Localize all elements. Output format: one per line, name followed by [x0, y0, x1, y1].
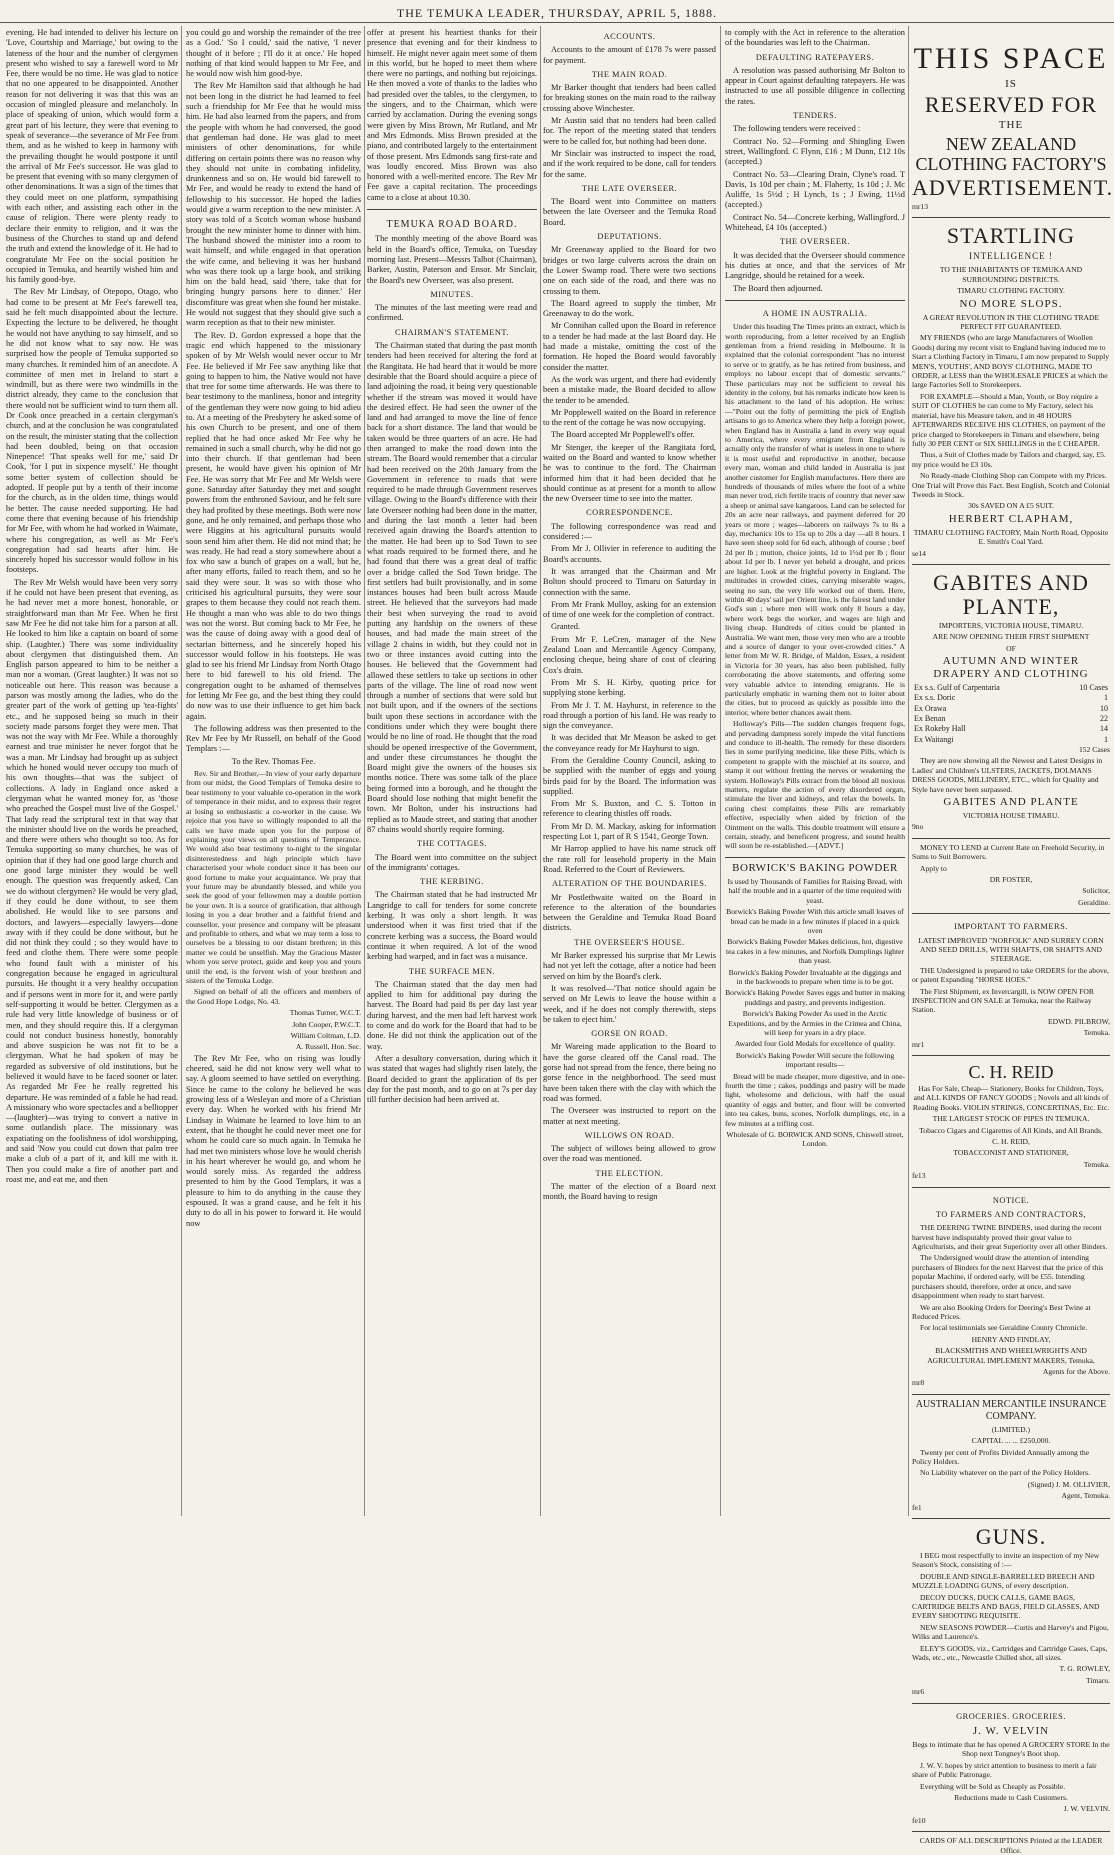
paragraph: Mr Wareing made application to the Board to have the gorse cleared off the Canal road. The gorse had not spread from the fence, there being no gorse fence in the neighborhood. The seed must have been taken there with the clay with which the road was formed.: [543, 1042, 716, 1103]
column-divider: [181, 26, 182, 1516]
advert-title: RESERVED FOR: [924, 92, 1098, 117]
advert-groceries: [912, 1703, 1110, 1826]
advert-line: DR FOSTER,: [989, 875, 1033, 885]
advert-borwick: [725, 857, 905, 1149]
advert-line: Borwick's Baking Powder Makes delicious, hot, digestive tea cakes in a few minutes, and Norfolk Dumplings lighter than yeast.: [726, 937, 904, 966]
advert-line: Begs to intimate that he has opened A GROCERY STORE In the Shop next Tongney's Boot shop.: [912, 1740, 1110, 1759]
advert-line: DECOY DUCKS, DUCK CALLS, GAME BAGS, CARTRIDGE BELTS AND BAGS, FIELD GLASSES, AND EVERY SHOOTING REQUISITE.: [912, 1592, 1100, 1621]
advert-line: VICTORIA HOUSE TIMARU.: [962, 811, 1060, 820]
paragraph: From Mr J. T. M. Hayhurst, in reference to the road through a portion of his land. He was ready to sign the conveyance.: [543, 700, 716, 731]
paragraph: From Mr F. LeCren, manager of the New Zealand Loan and Mercantile Agency Company, enclosing cheque, being share of cost of clearing Cox's drain.: [543, 634, 716, 675]
paragraph: A resolution was passed authorising Mr Bolton to appear in Court against defaulting ratepayers. He was instructed to use all possible diligence in collecting the rates.: [725, 65, 905, 106]
advert-code: mr6: [912, 1687, 925, 1697]
advert-line: Geraldine.: [1078, 897, 1110, 907]
paragraph: Mr Postlethwaite waited on the Board in reference to the alteration of the boundaries between the Geraldine and Temuka Road Board districts.: [543, 892, 716, 933]
advert-line: AUTUMN AND WINTER DRAPERY AND CLOTHING: [933, 655, 1089, 681]
paragraph: The following tenders were received :: [733, 124, 861, 134]
subheading: CORRESPONDENCE.: [586, 508, 673, 518]
advert-line: Awarded four Gold Medals for excellence of quality.: [734, 1039, 896, 1049]
advert-line: Borwick's Baking Powder As used in the Arctic Expeditions, and by the Armies in the Crimea and China, will keep for years in a dry place.: [728, 1009, 902, 1037]
shipment-qty: 10: [1100, 703, 1108, 713]
paragraph: The Rev Mr Lindsay, of Otepopo, Otago, who had come to be present at Mr Fee's farewell tea, said he felt much disappointed about the lecture. Expecting the lecture to be delivered, he thought he would not have anything to say himself, and so he did not know what to say now. He was surprised how the people of Temuka supported so many churches. It reminded him of an anecdote. A committee of men met in Ireland to start a windmill, but as there were two windmills in the district already, they came to the conclusion that there would not be sufficient wind to turn them all. Dr Cook once preached in a certain clergyman's church, and at the conclusion he was congratulated on the result, the minister stating that the collection had been doubled, being on that occasion Ninepence! 'That speaks well for me,' said Dr Cook, 'for I put in sixpence myself.' He thought some better system of collection should be adopted. If people put by a tenth of their income for the church, as in the olden time, things would be better. The cause needed supporting. He had come there that evening because of his friendship for Mr Fee, with whom he had worked in Waimate, where his congregation, as well as Mr Fee's congregation had sad hearts after him. He sincerely hoped his successor would follow in his footsteps.: [6, 287, 178, 575]
advert-line: Borwick's Baking Powder With this article small loaves of bread can be made in a few minutes if placed in a quick oven: [726, 907, 904, 935]
paragraph: Accounts to the amount of £178 7s were passed for payment.: [543, 45, 716, 65]
shipment-qty: 22: [1100, 714, 1108, 724]
masthead-title: THE TEMUKA LEADER, THURSDAY, APRIL 5, 1888.: [396, 6, 718, 20]
column-divider: [720, 26, 721, 1516]
section-heading: TEMUKA ROAD BOARD.: [386, 219, 518, 231]
advert-line: TIMARU CLOTHING FACTORY, Main North Road, Opposite E. Smith's Coal Yard.: [913, 527, 1109, 547]
advert-title: IMPORTANT TO FARMERS.: [954, 922, 1068, 932]
paragraph: The following correspondence was read and considered :—: [543, 521, 716, 542]
advert-line: TIMARU CLOTHING FACTORY.: [957, 286, 1065, 296]
advert-line: ARE NOW OPENING THEIR FIRST SHIPMENT: [932, 632, 1090, 642]
subheading: ACCOUNTS.: [603, 32, 656, 41]
paragraph: As the work was urgent, and there had evidently been a mistake made, the Board decided to allow the tender to be amended.: [543, 374, 716, 405]
advert-line: Timaru.: [1086, 1675, 1110, 1685]
address-text: Rev. Sir and Brother,—In view of your early departure from our midst, the Good Templars of Temuka desire to bear testimony to your valuable co-operation in the work of temperance in their midst, and to express their regret at losing so enthusiastic a co-worker in the cause. We rejoice that you have so willingly responded to all the calls we have made upon you for the purpose of explaining your views on all questions of Temperance. We would also bear testimony to-night to the singular disinterestedness and high principle which have characterised your whole conduct since it has been our good fortune to make your acquaintance. We pray that your future may be abundantly blessed, and while you seek the good of your fellowmen may a double portion be your own. It is a source of gratification, that although losing in you a dear brother and a faithful friend and counsellor, your presence and company will be pleasant and profitable to others, and what we may term a loss to ourselves be a blessing to our distant brethren; in this matter we could be unselfish. May the Gracious Master whom you serve protect, guide and keep you and yours until the end, is the fervent wish of your brethren and sisters of the Temuka Lodge.: [186, 769, 361, 986]
subheading: THE COTTAGES.: [416, 839, 488, 849]
advert-line: Borwick's Baking Powder Saves eggs and butter in making puddings and pastry, and prevents indigestion.: [725, 988, 905, 1007]
paragraph: Contract No. 53—Clearing Drain, Clyne's road. T Davis, 1s 10d per chain ; M. Flaherty, 1s 10d ; J. Mc Auliffe, 1s 5½d ; H Lynch, 1s ; J Ewing, 11½d (accepted.): [725, 169, 905, 210]
advert-money-to-lend: [912, 838, 1110, 907]
paragraph: The matter of the election of a Board next month, the Board having to resign: [543, 1181, 716, 1202]
paragraph: Mr Harrop applied to have his name struck off the rate roll for leasehold property in the Main Road. Referred to the Court of Reviewers.: [543, 844, 716, 874]
advert-line: BLACKSMITHS AND WHEELWRIGHTS AND AGRICULTURAL IMPLEMENT MAKERS, Temuka,: [927, 1346, 1095, 1365]
advert-title: GROCERIES. GROCERIES.: [956, 1711, 1066, 1721]
subheading: ALTERATION OF THE BOUNDARIES.: [551, 879, 707, 889]
paragraph: Contract No. 54—Concrete kerbing, Wallingford. J Whitehead, £4 10s (accepted.): [725, 212, 905, 233]
shipment-qty: 14: [1100, 724, 1108, 734]
advert-line: J. W. VELVIN: [972, 1725, 1050, 1737]
advert-title: ADVERTISEMENT.: [912, 175, 1114, 200]
advert-line: Borwick's Baking Powder Will secure the following important results—: [735, 1050, 895, 1070]
advert-line: A GREAT REVOLUTION IN THE CLOTHING TRADE PERFECT FIT GUARANTEED.: [922, 312, 1100, 332]
column-divider: [908, 26, 909, 1516]
advert-line: Thus, a Suit of Clothes made by Tailors and charged, say, £5. my price would be £3 10s.: [912, 450, 1106, 469]
shipment-name: Ex s.s. Doric: [914, 693, 956, 703]
shipment-row: [912, 714, 1110, 724]
paragraph: Mr Popplewell waited on the Board in reference to the rent of the cottage he was now occupying.: [543, 407, 716, 428]
advert-line: The First Shipment, ex Invercargill, is NOW OPEN FOR INSPECTION and ON SALE at Temuka, near the Railway Station.: [912, 986, 1094, 1015]
paragraph: The Board agreed to supply the timber, Mr Greenaway to do the work.: [543, 298, 716, 319]
advert-line: HENRY AND FINDLAY,: [971, 1334, 1051, 1344]
paragraph: It was resolved—'That notice should again be served on Mr Lewis to leave the house within a week, and if he does not comply therewith, steps be taken to eject him.': [543, 983, 716, 1024]
section-heading: A HOME IN AUSTRALIA.: [762, 308, 868, 318]
subheading: THE MAIN ROAD.: [591, 69, 668, 79]
advert-guns: [912, 1518, 1110, 1697]
advert-line: No Liability whatever on the part of the Policy Holders.: [920, 1468, 1090, 1478]
paragraph: Mr Barker thought that tenders had been called for breaking stones on the main road to the railway crossing above Winchester.: [543, 83, 716, 113]
subheading: WILLOWS ON ROAD.: [584, 1130, 675, 1140]
paragraph: The Rev. D. Gordon expressed a hope that the tragic end which happened to the missionary spoken of by Mr Welsh would never occur to Mr Fee. He believed if Mr Fee saw anything like that going to happen to him, the Native would not have that tree for some time afterwards. He was there to bear testimony to the manliness, honor and integrity of the gentleman they were now going to bid adieu to. At a meeting of the Presbytery he asked some of his own Church to be present, and one of them replied that he had once asked Mr Fee why he remained in such a small church, why he did not go into their church. If that gentleman had been present, he would have given his opinion of Mr Fee. He was sorry that Mr Fee and Mr Welsh were gone. Saturday after Saturday they met and sought powers from the enthroned Saviour, and he felt sure they had profited by these meetings. Both were now gone, and he only remained, and perhaps those who were Higgins at his agricultural pursuits would soon send him after them. He did not mind that; he was ready. He had read a story somewhere about a fox who saw a bunch of grapes on a wall, but he, after many efforts, failed to reach them, and so he said they were sour. It was so with those who criticised his agricultural pursuits, they were sour grapes to them because they could not reach them. He thought a man who was able to do two things was not the worst. But coming back to Mr Fee, he was the cause of doing away with a good deal of sectarian bitterness, and he sincerely hoped his successor would follow in his footsteps. He was glad to see his friend Mr Lindsay from North Otago here to bid farewell to his old friend. The congregation ought to be ashamed of themselves for letting Mr Fee go, and the best thing they could do now was to use their influence to get him back again.: [186, 330, 361, 721]
column-4: [543, 28, 716, 1516]
advert-code: se14: [912, 548, 926, 558]
signature: William Coltman, L.D.: [290, 1031, 361, 1041]
advert-line: INTELLIGENCE !: [969, 251, 1053, 262]
advert-line: J. W. VELVIN.: [1063, 1804, 1110, 1814]
paragraph: From Mr D. M. Mackay, asking for information respecting Lot 1, part of R S 1541, George Town.: [543, 821, 716, 842]
paragraph: The monthly meeting of the above Board was held in the Board's office, Temuka, on Tuesday morning last. Present—Messrs Talbot (Chairman), Barker, Austin, Paterson and Ensor. Mr Sinclair, the Board's new Overseer, was also present.: [367, 234, 537, 285]
column-divider: [364, 26, 365, 1516]
paragraph: evening. He had intended to deliver his lecture on 'Love, Courtship and Marriage,' but owing to the lateness of the hour and the number of clergymen present who wished to say a farewell word to Mr Fee, there would be no time. He was glad to notice that no one appeared to be disappointed. Another reason for not delivering it was that this was an occasion of mingled pleasure and melancholy. In place of speaking of union, which would form a great part of his lecture, they were that evening to speak of severance—the severance of Mr Fee from them, and as he wished to keep in harmony with the prevailing thought he would postpone it until the arrival of Mr Fee's successor. He was glad to be present that evening with so many clergymen of other denominations. It was a sign of the times that they could meet on one platform, sympathising with each other, and assisting each other in the cause of religion. There were plenty ready to declare their enmity to religion, and it was the business of the Churches to stand up and defend the truth and extend the knowledge of it. He had to congratulate Mr Fee on the social position he occupied in Temuka, and heartily wished him and his family good-bye.: [6, 28, 178, 285]
paragraph: Under this heading The Times prints an extract, which is worth reproducing, from a letter received by an English gentleman from a friend residing in Melbourne. It is explained that the colonial correspondent "has no interest to serve or to gratify, as he has retired from business, and employs no labour except that of domestic servants." These particulars may not be sufficient to reveal his identity in the colony, but his remarks indicate how keen is his attachment to the land of his adoption. He writes:—"Point out the folly of permitting the pick of English artisans to go to America where they help a foreign power, when England has in Australia a land in every way equal to America, where every emigrant from England is actually only the transfer of what is useless in one to where it is most useful and reproductive in another, because every man, woman and child landed in Australia is just another customer for English manufactures. Here there are hundreds of thousands of miles where the foot of a white man never trod, rich fertile tracts of country that never saw a sheep or animal save kangaroos. Land can be selected for 20s an acre near railways, and payment deferred for 20 years or more ; wages—laborers on railways 7s to 8s a day, mechanics 10s to 15s up to 20s a day —all 8 hours. I have seen sheep sold for 6d each, although of course ; beef 2d per lb ; mutton, choice joints, 1d to 1½d per lb ; flour about 1d per lb. I never yet beheld a drought, and prices are higher. Look at the frightful poverty in England. The multitudes in crowded cities, carrying miserable wages, seeing no sun, the very life worked out of them. Here, within 40 days' sail per Orient line, is the fairest land under God's sun ; where men will work only 8 hours a day, where work begs the worker, and wages are high and living cheap. Hundreds of cities could be planted in Australia. We want men, those very men who are a trouble and a source of danger to your over-crowded cities." A letter from Mr W. R. Bridge, of Maldon, Essex, a resident in Victoria for 30 years, has also been published, fully corroborating the above statements, and offering some very valuable advice to intending emigrants. He is particularly emphatic in warning them not to loiter about the cities, but to proceed as quickly as possible into the interior, where better chances await them.: [725, 322, 905, 717]
advert-line: The Undersigned would draw the attention of intending purchasers of Binders for the next Harvest that the price of this popular Machine, if ordered early, will be £55. Intending purchasers should, therefore, order at once, and save disappointment when ready to start harvest.: [912, 1253, 1104, 1301]
advert-holloway: Holloway's Pills—The sudden changes frequent fogs, and pervading dampness sorely impede the vital functions and conduce to ill-health. The remedy for these disorders lies in some purifying medicine, like these Pills, which is competent to grapple with the mischief at its source, and stamp it out without fretting the nerves or weakening the system. Holloway's Pills extract from the blood all noxious matters, regulate the action of every disordered organ, stimulate the liver and kidneys, and relax the bowels. In curing chest complaints these Pills are remarkably effective, especially when aided by friction of the Ointment on the walls. This double treatment will ensure a certain, steady, and beneficent progress, and sound health will soon be re-established.—[ADVT.]: [725, 719, 905, 851]
paragraph: Mr Sinclair was instructed to inspect the road, and if the work required to be done, call for tenders for the same.: [543, 148, 716, 179]
advert-insurance: [912, 1394, 1110, 1512]
shipment-name: Ex s.s. Gulf of Carpentaria: [914, 683, 1000, 693]
subheading: MINUTES.: [430, 289, 474, 299]
paragraph: From Mr S. H. Kirby, quoting price for supplying stone kerbing.: [543, 677, 716, 698]
advert-code: mr8: [912, 1378, 925, 1388]
address-signed: Signed on behalf of all the officers and members of the Good Hope Lodge, No. 43.: [186, 987, 361, 1006]
advert-line: I BEG most respectfully to invite an inspection of my New Season's Stock, consisting of :—: [912, 1551, 1100, 1570]
paragraph: to comply with the Act in reference to the alteration of the boundaries was left to the Chairman.: [725, 28, 905, 48]
paragraph: The Rev Mr Welsh would have been very sorry if he could not have been present that evening, as he had never met a more honest, honorable, or straightforward man than Mr Fee. When he first saw Mr Fee he did not take him for a parson at all. He looked to him like a captain on board of some ship. (Laughter.) There was some individuality about clergymen that distinguished them. An English parson appeared to him to be neither a man nor a woman. (Great laughter.) It was not so noticeable out here. This reason was because a parson was mostly among the ladies, who do the greater part of the work of getting up 'tea-fights' etc., and he supposed being so much in their society made parsons forget they were men. That was not the way with Mr Fee. While a thoroughly earnest and true minister he never forgot that he was a man. Mr Lindsay had brought up as subject which he honed would never occupy too much of his own thoughts—that was the subject of collections. A lady in England once asked a clergyman what he wanted money for, as 'those who preached the Gospel must live of the Gospel.' That lady read the scriptural text in that way that the minister should live on the words he preached, and there were others who thought so too. As for Temuka supporting so many churches, he was of opinion that if they had one good large church and one good large minister they would be well enough. The question was frequently asked, Can we do without clergymen? He would be very glad, if they could be done without, to see them abolished. He would like to see parsons and doctors, and lawyers—especially lawyers—done away with if they could be done without, but he did not think they could ; so they would have to feed and clothe them. There were some people who found fault with a minister of his congregation because he engaged in agricultural pursuits. He thought it a very healthy occupation and if persons went in more for it, and were partly self-supporting it would be better. Clergymen as a rule had very little knowledge of business or of men, and they should require this. If a clergyman could not conduct business honestly, honorably and above suspicion he was not fit to be a clergyman. What he had spoken of may be regarded as subversive of old institutions, but he believed it would have to be faced sooner or later. As regarded Mr Fee he really regretted his departure. He was reminded of a fable he had read. A missionary who wore spectacles and a belltopper—(laughter)—was trying to convert a native in some outlandish place. The missionary was expatiating on the foolishness of idol worshipping, and said 'Now you could cut down that palm tree make a club of a part of it, and kill me with it. Then you could make a fire of another part and roast me, and eat me, and then: [6, 577, 178, 1184]
advert-line: Temuka.: [1083, 1159, 1110, 1169]
shipment-table: [912, 683, 1110, 745]
paragraph: The subject of willows being allowed to grow over the road was mentioned.: [543, 1144, 716, 1164]
advert-line: (LIMITED.): [991, 1424, 1031, 1434]
advert-line: HERBERT CLAPHAM,: [948, 512, 1074, 525]
advert-line: TO THE INHABITANTS OF TEMUKA AND SURROUNDING DISTRICTS.: [939, 265, 1083, 284]
masthead-rule: [0, 22, 1114, 23]
column-3: [367, 28, 537, 1516]
paragraph: Granted.: [551, 622, 581, 632]
advert-line: CAPITAL ... ... £250,000.: [971, 1436, 1051, 1446]
advert-line: Has For Sale, Cheap— Stationery, Books for Children, Toys, and ALL KINDS OF FANCY GOODS ; Novels and all kinds of Reading Books. VIOLIN STRINGS, CONCERTINAS, Etc. Etc.: [912, 1084, 1110, 1112]
paragraph: Mr Connihan called upon the Board in reference to a tender he had made at the last Board day. He had made a mistake, omitting the cost of the formation. He hoped the Board would favorably consider the matter.: [543, 321, 716, 372]
paragraph: The Chairman stated that the day men had applied to him for additional pay during the harvest. The Board had paid 8s per day last year during harvest, and the men had left harvest work to come and do work for the Board that had to be done. He did not think the application out of the way.: [367, 979, 537, 1051]
advert-line: Tobacco Cigars and Cigarettes of All Kinds, and All Brands.: [919, 1125, 1103, 1135]
advert-title: STARTLING: [946, 223, 1076, 249]
advert-line: IS: [1005, 78, 1017, 90]
masthead: [0, 6, 1114, 26]
paragraph: From Mr J. Ollivier in reference to auditing the Board's accounts.: [543, 544, 716, 564]
advert-title: GUNS.: [975, 1524, 1047, 1550]
advert-line: Agents for the Above.: [1042, 1366, 1110, 1376]
column-divider: [540, 26, 541, 1516]
advert-line: ELEY'S GOODS, viz., Cartridges and Cartridge Cases, Caps, Wads, etc., etc., Newcastle Chilled shot, all sizes.: [912, 1643, 1108, 1663]
advert-notice-binders: [912, 1187, 1110, 1388]
shipment-total: 152 Cases: [1078, 744, 1110, 754]
paragraph: From Mr Frank Mulloy, asking for an extension of time of one week for the completion of contract.: [543, 599, 716, 620]
advert-line: THE DEERING TWINE BINDERS, used during the recent harvest have indisputably proved their great value to Agriculturists, and their great Superiority over all other Binders.: [912, 1223, 1108, 1252]
paragraph: Contract No. 52—Forming and Shingling Ewen street, Wallingford. C Flynn, £16 ; M Dunn, £12 10s (accepted.): [725, 136, 905, 167]
advert-title: AUSTRALIAN MERCANTILE INSURANCE COMPANY.: [915, 1398, 1107, 1422]
paragraph: The Rev Mr Hamilton said that although he had not been long in the district he had learned to feel such a friendship for Mr Fee that he would miss him. He had also learned from the papers, and from the people with whom he had conversed, the good that gentleman had done. He was glad to meet ministers of other denominations, for while differing on certain points there was no reason why they should not unite in combating infidelity, drunkenness and so on. He would bid farewell to Mr Fee, and would be ready to extend the hand of fellowship to his successor. He hoped the ladies would give a warm reception to the new minister. A story was told of a Scotch woman whose husband brought the new minister home to dinner with him. The husband showed the minister into a room to wait himself, and while engaged in that operation the wife came, and believing it was her husband who was there took up a large book, and striking him on the bald head, said 'there, take that for bringing hungry parsons here to dinner.' Her discomfiture was great when she found her mistake. He would not suggest that they should give such a warm reception as that to their new minister.: [186, 81, 361, 328]
advert-code: mr1: [912, 1039, 925, 1049]
advert-line: Twenty per cent of Profits Divided Annually among the Policy Holders.: [912, 1447, 1090, 1466]
subheading: GORSE ON ROAD.: [591, 1029, 668, 1039]
paragraph: The Rev Mr Fee, who on rising was loudly cheered, said he did not know very well what to say. A gloom seemed to have settled on everything. Since he came to the colony he believed he was growing less of a Wesleyan and more of a Christian every day. When he worked with his friend Mr Lindsay in Waimate he learned to love him to an extent, that he thought he could never meet one for whom he could care so much again. In Temuka he had met two ministers whose love he would cherish in his heart wherever he would go, and whom he would sorely miss. As regarded the address presented to him by the Good Templars, it was a pleasure to him to do anything in the cause they espoused. It was a grand cause, and he felt it his duty to do all in his power to forward it. He would now: [186, 1053, 361, 1228]
paragraph: Mr Barker expressed his surprise that Mr Lewis had not yet left the cottage, after a notice had been served on him by the Board's clerk.: [543, 951, 716, 981]
advert-line: MONEY TO LEND at Current Rate on Freehold Security, in Sums to Suit Borrowers.: [912, 842, 1105, 862]
advert-line: Bread will be made cheaper, more digestive, and in one-fourth the time ; cakes, puddings and pastry will be made light, wholesome and delicious, with half the usual quantity of eggs and butter, and flour will be converted into tea cakes, buns, scones, Norfolk dumplings, etc, in a few minutes at a trifling cost.: [725, 1071, 905, 1128]
advert-line: Agent, Temuka.: [1061, 1491, 1110, 1501]
advert-line: THE: [998, 119, 1024, 131]
shipment-row: [912, 704, 1110, 714]
signature: John Cooper, P.W.C.T.: [292, 1019, 361, 1029]
signature: A. Russell, Hon. Sec.: [295, 1042, 361, 1052]
paragraph: The Board went into committee on the subject of the immigrants' cottages.: [367, 852, 537, 872]
advert-clothing-factory: [912, 217, 1110, 558]
column-6-adverts: [912, 28, 1114, 1855]
advert-gabites-plante: [912, 564, 1110, 832]
advert-reserved-space: [912, 42, 1114, 211]
advert-title: THIS SPACE: [913, 42, 1109, 75]
paragraph: It was decided that Mr Meason be asked to get the conveyance ready for Mr Hayhurst to sign.: [543, 733, 716, 753]
paragraph: The minutes of the last meeting were read and confirmed.: [367, 303, 537, 323]
paragraph: Mr Stenger, the keeper of the Rangitata ford, waited on the Board and wanted to know whether he was to continue to the ford. The Chairman informed him that it had been decided that he should continue as at present for a month to allow the new Overseer time to see into the matter.: [543, 442, 716, 504]
signature: Thomas Turner, W.C.T.: [289, 1008, 361, 1018]
paragraph: After a desultory conversation, during which it was stated that wages had slightly risen lately, the Board decided to grant the application of 8s per day for the past month, and to go on at 7s per day till further decision had been arrived at.: [367, 1053, 537, 1105]
advert-title: BORWICK'S BAKING POWDER: [732, 861, 898, 874]
advert-line: They are now showing all the Newest and Latest Designs in Ladies' and Children's ULSTERS, JACKETS, DOLMANS DRESS GOODS, MILLINERY, ETC., which for Quality and Style have never been surpassed.: [912, 756, 1103, 794]
advert-line: GABITES AND PLANTE: [943, 796, 1079, 808]
advert-line: Borwick's Baking Powder Invaluable at the diggings and in the backwoods to prepare when time is to be got.: [728, 967, 902, 986]
advert-reid: [912, 1055, 1110, 1181]
advert-line: Solicitor,: [1082, 886, 1110, 896]
shipment-row: [912, 735, 1110, 745]
advert-line: DOUBLE AND SINGLE-BARRELLED BREECH AND MUZZLE LOADING GUNS, of every description.: [912, 1571, 1095, 1591]
advert-title: C. H. REID: [968, 1062, 1054, 1083]
subheading: TENDERS.: [793, 111, 837, 121]
paragraph: From Mr S. Buxton, and C. S. Totton in reference to clearing thistles off roads.: [543, 799, 716, 819]
advert-title: NOTICE.: [992, 1195, 1030, 1205]
shipment-row: [912, 683, 1110, 693]
paragraph: The Chairman stated that he had instructed Mr Langridge to call for tenders for some concrete kerbing. It was only a short length. It was understood when it was first tried that if the concrete kerbing was a success, the Board would continue it when required. A lot of the wood kerbing had warped, and in fact was a nuisance.: [367, 890, 537, 962]
advert-line: J. W. V. hopes by strict attention to business to merit a fair share of Public Patronage.: [912, 1760, 1097, 1780]
subheading: DEPUTATIONS.: [597, 232, 662, 242]
advert-line: THE Undersigned is prepared to take ORDERS for the above, or patent Expanding "HORSE HOES.": [912, 965, 1109, 985]
advert-line: TO FARMERS AND CONTRACTORS,: [935, 1209, 1087, 1219]
subheading: THE ELECTION.: [595, 1168, 664, 1178]
paragraph: The Board went into Committee on matters between the late Overseer and the Temuka Road Board.: [543, 197, 716, 227]
advert-line: EDWD. PILBROW,: [1048, 1016, 1110, 1026]
advert-line: For local testimonials see Geraldine County Chronicle.: [920, 1323, 1088, 1333]
advert-line: FOR EXAMPLE—Should a Man, Youth, or Boy require a SUIT OF CLOTHES he can come to My Factory, select his material, have his Measure taken, and in 48 HOURS AFTERWARDS RECEIVE HIS CLOTHES, on payment of the price charged to Storekeepers in Timaru and elsewhere, being fully 30 PER CENT or SIX SHILLINGS in the £ CHEAPER.: [912, 391, 1106, 448]
shipment-row: [912, 724, 1110, 734]
advert-line: Temuka.: [1083, 1028, 1110, 1038]
advert-line: MY FRIENDS (who are large Manufacturers of Woollen Goods) during my recent visit to England having induced me to Start a Clothing Factory in Timaru, I am now prepared to Supply MEN'S, YOUTHS', AND BOYS' CLOTHING, MADE TO ORDER, at LESS than the WHOLESALE PRICES at which the large Factories Sell to Storekeepers.: [912, 333, 1109, 390]
address-heading: To the Rev. Thomas Fee.: [231, 756, 316, 766]
paragraph: The Overseer was instructed to report on the matter at next meeting.: [543, 1106, 716, 1126]
subheading: CHAIRMAN'S STATEMENT.: [394, 327, 509, 337]
advert-code: fe10: [912, 1815, 926, 1825]
paragraph: Mr Austin said that no tenders had been called for. The report of the meeting stated that tenders were to be called for, but nothing had been done.: [543, 116, 716, 146]
paragraph: It was decided that the Overseer should commence his duties at once, and that the services of Mr Langridge, should be retained for a week.: [725, 250, 905, 281]
paragraph: From the Geraldine County Council, asking to be supplied with the number of eggs and young birds paid for by the Board. The information was supplied.: [543, 756, 716, 796]
advert-code: 9no: [912, 822, 924, 832]
advert-line: (Signed) J. M. OLLIVIER,: [1027, 1479, 1110, 1489]
advert-title: NEW ZEALAND CLOTHING FACTORY'S: [915, 134, 1107, 174]
advert-cards: [912, 1831, 1110, 1855]
subheading: THE OVERSEER.: [779, 237, 851, 247]
shipment-qty: 10 Cases: [1079, 683, 1108, 693]
paragraph: The Chairman stated that during the past month tenders had been received for altering the ford at the Rangitata. He had heard that it would be more desirable that the Board should acquire a piece of land adjoining the road, it being very questionable whether if the stream was moved it would have the desired effect. He had seen the owner of the land and had arranged to move the line of fence back for a short distance. The land that would be taken would be three quarters of an acre. He had then arranged to make the road down into the stream. The Board would remember that a circular had been received on the 20th January from the Government in reference to roads that were required to be made through Government reserves village. Owing to the Board's difference with their late Overseer nothing had been done in the matter, and during the last month a letter had been received again drawing the Board's attention to the matter. He had been up to Sod Town to see what roads required to be formed there, and he had found that there was a great deal of traffic over a bridge called the Sod Town bridge. The first settlers had built provisionally, and in some instances houses had been built across Maude street. He believed that the surveyors had made their best when surveying the road to avoid putting any hardship on the owners of these houses, and had made the main street of the village 2 chains in width, but they could not in two or three instances avoid cutting into the houses. He believed that the Government had allowed these settlers to take up sections in other parts of the village. The line of road now went through a number of sections that were sold but not built upon, and if the owners of the sections built upon these sections in accordance with the conditions under which they were bought there would be no line of road. He thought that the road should be opened irrespective of the Government, and under these circumstances he thought the Board might give the owners of the houses six months notice. There was some talk of the place being formed into a borough, and he thought the Board should lose nothing that might benefit the town. Mr Bolton, under his instructions had replied as to Maude street, and stating that another 87 chains would shortly require forming.: [367, 341, 537, 834]
advert-line: Apply to: [920, 863, 947, 873]
advert-code: mr13: [912, 202, 929, 211]
advert-line: Reductions made to Cash Customers.: [954, 1793, 1068, 1803]
shipment-name: Ex Orawa: [914, 703, 947, 713]
paragraph: The Board accepted Mr Popplewell's offer.: [551, 430, 695, 440]
column-5: [725, 28, 905, 1516]
advert-line: Is used by Thousands of Families for Raising Bread, with half the trouble and in a quarter of the time required with yeast.: [727, 876, 903, 905]
shipment-name: Ex Rokeby Hall: [914, 724, 966, 734]
advert-line: THE LARGEST STOCK OF PIPES IN TEMUKA.: [932, 1114, 1090, 1124]
paragraph: offer at present his heartiest thanks for their presence that evening and for their kindness to himself. He might never again meet some of them in this world, but he hoped to meet them where there were no partings, and nothing but rejoicings. He then moved a vote of thanks to the ladies who had presided over the tables, to the clergymen, to the singers, and to the Chairman, which were carried by acclamation. During the evening songs were given by Miss Brown, Mr Rutland, and Mr and Mrs Edmonds. Miss Brown presided at the piano, and contributed largely to the entertainment of those present. Mrs Edmonds sang first-rate and was loudly encored. Miss Brown was also honored with a well-merited encore. The Rev Mr Fee gave a capital recitation. The proceedings came to a close at about 10.30.: [367, 28, 537, 202]
advert-line: OF: [1006, 643, 1016, 653]
paragraph: you could go and worship the remainder of the tree as a God.' 'So I could,' said the native, 'I never thought of it before ; I'll do it at once.' He hoped nothing of that kind would happen to Mr Fee, and he would now wish him good-bye.: [186, 28, 361, 79]
advert-line: NEW SEASONS POWDER—Curtis and Harvey's and Pigou, Wilks and Laurence's.: [912, 1622, 1109, 1642]
advert-line: CARDS OF ALL DESCRIPTIONS Printed at the LEADER Office.: [919, 1836, 1103, 1855]
shipment-name: Ex Benan: [914, 714, 946, 724]
subheading: DEFAULTING RATEPAYERS.: [755, 52, 875, 62]
shipment-qty: 1: [1104, 734, 1108, 744]
subheading: THE SURFACE MEN.: [408, 966, 496, 976]
shipment-name: Ex Waitangi: [914, 734, 954, 744]
paragraph: The following address was then presented to the Rev Mr Fee by Mr Russell, on behalf of the Good Templars :—: [186, 723, 361, 754]
advert-line: 30s SAVED ON A £5 SUIT.: [968, 501, 1054, 511]
shipment-row: [912, 693, 1110, 703]
paragraph: The Board then adjourned.: [733, 283, 823, 293]
advert-line: Everything will be Sold as Cheaply as Possible.: [920, 1781, 1066, 1791]
paragraph: It was arranged that the Chairman and Mr Bolton should proceed to Timaru on Saturday in connection with the same.: [543, 566, 716, 597]
advert-line: We are also Booking Orders for Deering's Best Twine at Reduced Prices.: [912, 1302, 1091, 1321]
advert-line: IMPORTERS, VICTORIA HOUSE, TIMARU.: [938, 620, 1084, 630]
advert-code: fe13: [912, 1171, 926, 1181]
advert-line: LATEST IMPROVED "NORFOLK" AND SURREY CORN AND SEED DRILLS, WITH SHAFTS, OR SHAFTS AND STEERAGE.: [918, 935, 1104, 964]
shipment-qty: 1: [1104, 693, 1108, 703]
advert-line: TOBACCONIST AND STATIONER,: [953, 1148, 1069, 1158]
advert-line: No Ready-made Clothing Shop can Compete with my Prices. One Trial will Prove this Fact. Best English, Scotch and Colonial Tweeds in Stock.: [912, 471, 1110, 499]
advert-line: C. H. REID,: [992, 1137, 1030, 1147]
advert-line: T. G. ROWLEY,: [1059, 1664, 1110, 1674]
subheading: THE LATE OVERSEER.: [581, 183, 678, 193]
subheading: THE OVERSEER'S HOUSE.: [574, 937, 685, 947]
advert-farmers: [912, 913, 1110, 1049]
subheading: THE KERBING.: [420, 877, 484, 887]
advert-title: GABITES AND PLANTE,: [933, 569, 1089, 619]
column-1: [6, 28, 178, 1516]
advert-code: fe1: [912, 1502, 922, 1512]
column-2: [186, 28, 361, 1516]
advert-line: NO MORE SLOPS.: [959, 297, 1063, 310]
paragraph: Mr Greenaway applied to the Board for two bridges or two large culverts across the drain on the Lower Swamp road. There were two sections one on each side of the road, and there was no crossing to them.: [543, 245, 716, 296]
advert-line: Wholesale of G. BORWICK AND SONS, Chiswell street, London.: [726, 1130, 904, 1149]
